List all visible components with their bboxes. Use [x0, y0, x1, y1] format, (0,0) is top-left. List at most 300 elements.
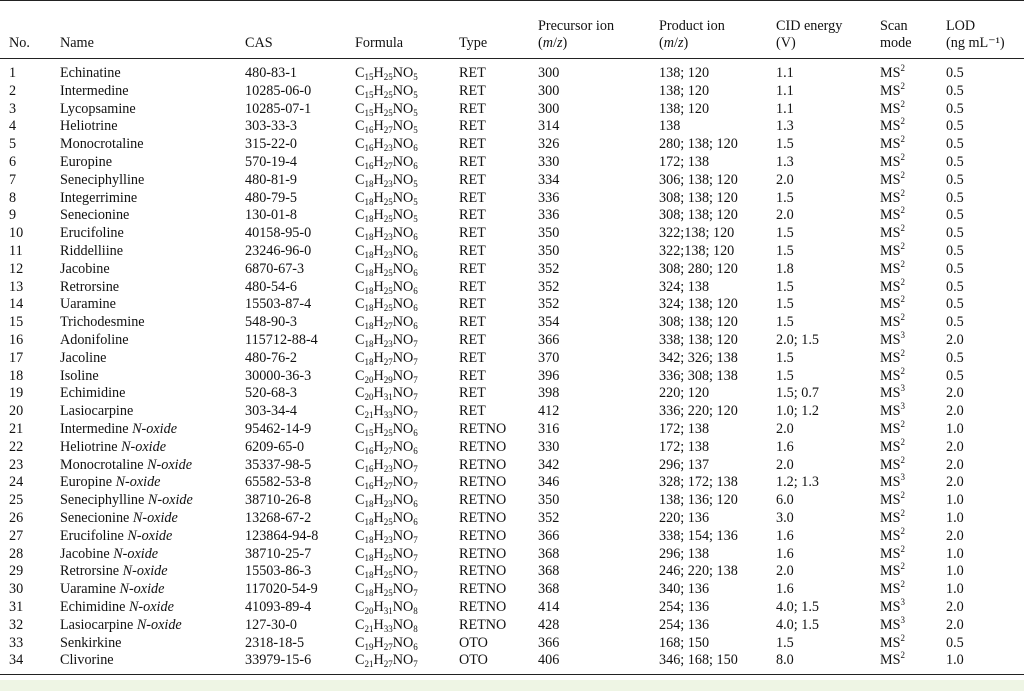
cell-name: Intermedine N-oxide — [60, 420, 178, 437]
cell-no: 22 — [9, 438, 24, 455]
cell-no: 14 — [9, 296, 24, 313]
cell-precursor: 396 — [538, 367, 560, 384]
cell-precursor: 350 — [538, 225, 560, 242]
cell-lod: 2.0 — [946, 438, 964, 455]
cell-name: Senecionine N-oxide — [60, 509, 178, 526]
cell-lod: 0.5 — [946, 296, 964, 313]
header-precursor-ion: Precursor ion (m/z) — [538, 1, 659, 59]
cell-name: Jacobine N-oxide — [60, 545, 159, 562]
cell-precursor: 428 — [538, 616, 560, 633]
cell-formula: $C_{16}H_{27}NO_6$ — [355, 153, 418, 171]
cell-cas: 480-76-2 — [245, 349, 298, 366]
cell-scan: $MS^2$ — [880, 507, 906, 526]
cell-scan: $MS^2$ — [880, 187, 906, 206]
cell-precursor: 352 — [538, 296, 560, 313]
cell-type: RETNO — [459, 616, 507, 633]
cell-scan: $MS^2$ — [880, 63, 906, 81]
cell-scan: $MS^2$ — [880, 98, 906, 117]
cell-cid: 1.5 — [776, 367, 794, 384]
cell-precursor: 354 — [538, 314, 560, 331]
table-row — [0, 652, 1024, 674]
cell-cas: 13268-67-2 — [245, 509, 312, 526]
cell-cas: 130-01-8 — [245, 207, 298, 224]
cell-cid: 1.3 — [776, 118, 794, 135]
cell-cas: 303-33-3 — [245, 118, 298, 135]
cell-type: RET — [459, 171, 486, 188]
cell-precursor: 326 — [538, 136, 560, 153]
cell-product: 308; 138; 120 — [659, 189, 738, 206]
cell-lod: 0.5 — [946, 189, 964, 206]
cell-no: 6 — [9, 153, 17, 170]
cell-lod: 0.5 — [946, 118, 964, 135]
cell-type: RETNO — [459, 545, 507, 562]
cell-precursor: 352 — [538, 278, 560, 295]
cell-scan: $MS^2$ — [880, 418, 906, 437]
cell-name: Trichodesmine — [60, 314, 145, 331]
cell-cas: 117020-54-9 — [245, 581, 318, 598]
cell-precursor: 414 — [538, 598, 560, 615]
cell-formula: $C_{18}H_{25}NO_6$ — [355, 260, 418, 278]
table-row — [0, 385, 1024, 403]
cell-name: Isoline — [60, 367, 99, 384]
table-row — [0, 421, 1024, 439]
cell-cas: 10285-06-0 — [245, 82, 312, 99]
cell-precursor: 368 — [538, 581, 560, 598]
cell-cas: 95462-14-9 — [245, 420, 312, 437]
cell-lod: 0.5 — [946, 82, 964, 99]
cell-no: 34 — [0, 652, 60, 674]
cell-name: Uaramine — [60, 296, 116, 313]
cell-cid: 1.5 — [776, 136, 794, 153]
cell-type: RET — [459, 82, 486, 99]
cell-type: RET — [459, 349, 486, 366]
cell-product: 138; 120 — [659, 65, 710, 81]
cell-product: 254; 136 — [659, 616, 710, 633]
cell-formula: $C_{20}H_{29}NO_7$ — [355, 367, 418, 385]
cell-scan: $MS^3$ — [880, 614, 906, 633]
cell-name: Jacoline — [60, 349, 107, 366]
cell-formula: $C_{20}H_{31}NO_7$ — [355, 385, 418, 403]
cell-precursor: 342 — [538, 456, 560, 473]
cell-lod: 2.0 — [946, 331, 964, 348]
table-row — [0, 635, 1024, 653]
header-formula: Formula — [355, 1, 459, 59]
cell-lod: 0.5 — [946, 367, 964, 384]
cell-precursor: 350 — [538, 492, 560, 509]
cell-cas: 570-19-4 — [245, 153, 298, 170]
cell-cid: 1.1 — [776, 82, 794, 99]
cell-lod: 0.5 — [946, 65, 964, 81]
cell-type: RET — [459, 100, 486, 117]
cell-product: 308; 138; 120 — [659, 207, 738, 224]
cell-no: 30 — [9, 581, 24, 598]
cell-product: 308; 280; 120 — [659, 260, 738, 277]
cell-precursor: 336 — [538, 189, 560, 206]
cell-formula: $C_{18}H_{23}NO_6$ — [355, 492, 418, 510]
cell-cid: 1.1 — [776, 65, 794, 81]
cell-product: 220; 120 — [659, 385, 710, 402]
cell-lod: 1.0 — [946, 563, 964, 580]
table-row — [0, 136, 1024, 154]
cell-product: 308; 138; 120 — [659, 314, 738, 331]
cell-no: 18 — [9, 367, 24, 384]
table-body — [0, 59, 1024, 675]
cell-type: RETNO — [459, 456, 507, 473]
cell-cas: 548-90-3 — [245, 314, 298, 331]
cell-precursor: 398 — [538, 385, 560, 402]
cell-cid: 1.6 — [776, 545, 794, 562]
cell-no: 20 — [9, 403, 24, 420]
cell-scan: $MS^3$ — [880, 329, 906, 348]
cell-type: RET — [459, 278, 486, 295]
cell-no: 11 — [9, 242, 23, 259]
cell-no: 33 — [9, 634, 24, 651]
header-no: No. — [0, 1, 60, 59]
table-row — [0, 261, 1024, 279]
cell-formula: $C_{16}H_{23}NO_7$ — [355, 456, 418, 474]
cell-product: 168; 150 — [659, 634, 710, 651]
cell-lod: 1.0 — [946, 509, 964, 526]
cell-formula: $C_{18}H_{23}NO_7$ — [355, 331, 418, 349]
cell-product: 138; 136; 120 — [659, 492, 738, 509]
cell-lod: 1.0 — [946, 492, 964, 509]
table-row — [0, 332, 1024, 350]
cell-formula: $C_{18}H_{25}NO_6$ — [355, 509, 418, 527]
cell-cid: 1.2; 1.3 — [776, 474, 819, 491]
header-name: Name — [60, 1, 245, 59]
cell-name: Monocrotaline N-oxide — [60, 456, 192, 473]
cell-name: Europine — [60, 153, 113, 170]
table-row — [0, 510, 1024, 528]
cell-name: Retrorsine N-oxide — [60, 563, 168, 580]
cell-formula: $C_{21}H_{33}NO_8$ — [355, 616, 418, 634]
cell-type: RETNO — [459, 474, 507, 491]
cell-name: Echinatine — [60, 65, 121, 81]
header-lod: LOD (ng mL⁻¹) — [946, 1, 1024, 59]
table-row — [0, 546, 1024, 564]
cell-formula: $C_{15}H_{25}NO_5$ — [355, 65, 418, 82]
cell-cas: 38710-25-7 — [245, 545, 312, 562]
cell-cid: 1.5 — [776, 278, 794, 295]
cell-no: 7 — [9, 171, 17, 188]
cell-precursor: 300 — [538, 82, 560, 99]
cell-no: 21 — [9, 420, 24, 437]
cell-product: 296; 137 — [659, 456, 710, 473]
cell-precursor: 368 — [538, 563, 560, 580]
cell-product: 306; 138; 120 — [659, 171, 738, 188]
cell-name: Integerrimine — [60, 189, 138, 206]
cell-cid: 1.5 — [776, 296, 794, 313]
cell-cid: 2.0 — [776, 456, 794, 473]
cell-lod: 2.0 — [946, 403, 964, 420]
cell-no: 32 — [9, 616, 24, 633]
cell-precursor: 352 — [538, 260, 560, 277]
cell-lod: 0.5 — [946, 278, 964, 295]
cell-scan: $MS^2$ — [880, 632, 906, 651]
cell-cid: 1.6 — [776, 581, 794, 598]
cell-type: RET — [459, 207, 486, 224]
cell-cid: 8.0 — [776, 652, 880, 674]
cell-name: Echimidine — [60, 385, 126, 402]
cell-lod: 1.0 — [946, 652, 1024, 674]
cell-type: RET — [459, 331, 486, 348]
cell-formula: $C_{15}H_{25}NO_5$ — [355, 100, 418, 118]
cell-lod: 2.0 — [946, 456, 964, 473]
cell-type: OTO — [459, 634, 488, 651]
cell-product: 322;138; 120 — [659, 242, 735, 259]
cell-type: RET — [459, 153, 486, 170]
cell-scan: $MS^2$ — [880, 525, 906, 544]
cell-formula: $C_{19}H_{27}NO_6$ — [355, 634, 418, 652]
cell-formula: $C_{16}H_{27}NO_5$ — [355, 118, 418, 136]
cell-scan: $MS^2$ — [880, 561, 906, 580]
cell-cid: 1.8 — [776, 260, 794, 277]
cell-no: 19 — [9, 385, 24, 402]
cell-product: 172; 138 — [659, 420, 710, 437]
cell-cid: 4.0; 1.5 — [776, 598, 819, 615]
cell-type: RETNO — [459, 438, 507, 455]
cell-scan: $MS^2$ — [880, 543, 906, 562]
table-row — [0, 492, 1024, 510]
cell-scan: $MS^2$ — [880, 205, 906, 224]
cell-type: RET — [459, 118, 486, 135]
table-row — [0, 279, 1024, 297]
cell-cas: 15503-86-3 — [245, 563, 312, 580]
cell-no: 27 — [9, 527, 24, 544]
cell-cas: 10285-07-1 — [245, 100, 312, 117]
cell-cas: 23246-96-0 — [245, 242, 312, 259]
cell-cas: 315-22-0 — [245, 136, 298, 153]
cell-precursor: 368 — [538, 545, 560, 562]
cell-lod: 2.0 — [946, 474, 964, 491]
cell-precursor: 346 — [538, 474, 560, 491]
table-row — [0, 172, 1024, 190]
cell-name: Retrorsine — [60, 278, 120, 295]
cell-name: Senecionine — [60, 207, 130, 224]
cell-name: Echimidine N-oxide — [60, 598, 174, 615]
table-row — [0, 581, 1024, 599]
cell-cas: 123864-94-8 — [245, 527, 319, 544]
table-row — [0, 457, 1024, 475]
cell-cas: 15503-87-4 — [245, 296, 312, 313]
cell-lod: 0.5 — [946, 314, 964, 331]
cell-formula: $C_{18}H_{27}NO_6$ — [355, 314, 418, 332]
cell-no: 26 — [9, 509, 24, 526]
cell-lod: 0.5 — [946, 171, 964, 188]
cell-name: Seneciphylline N-oxide — [60, 492, 193, 509]
cell-no: 15 — [9, 314, 24, 331]
cell-lod: 0.5 — [946, 634, 964, 651]
cell-type: RETNO — [459, 492, 507, 509]
cell-type: RET — [459, 314, 486, 331]
cell-product: 138 — [659, 118, 681, 135]
cell-precursor: 314 — [538, 118, 560, 135]
cell-precursor: 406 — [538, 652, 659, 674]
cell-formula: $C_{18}H_{23}NO_6$ — [355, 225, 418, 243]
cell-product: 338; 138; 120 — [659, 331, 738, 348]
cell-type: RETNO — [459, 420, 507, 437]
table-row — [0, 617, 1024, 635]
cell-name: Seneciphylline — [60, 171, 145, 188]
cell-product: 324; 138 — [659, 278, 710, 295]
cell-scan: $MS^2$ — [880, 223, 906, 242]
cell-lod: 2.0 — [946, 598, 964, 615]
cell-type: RET — [459, 385, 486, 402]
cell-cid: 2.0 — [776, 563, 794, 580]
cell-formula: $C_{18}H_{25}NO_6$ — [355, 296, 418, 314]
cell-cid: 1.1 — [776, 100, 794, 117]
cell-lod: 1.0 — [946, 545, 964, 562]
cell-no: 1 — [9, 65, 17, 81]
cell-no: 29 — [9, 563, 24, 580]
cell-precursor: 316 — [538, 420, 560, 437]
cell-lod: 1.0 — [946, 581, 964, 598]
table-row — [0, 403, 1024, 421]
cell-product: 340; 136 — [659, 581, 710, 598]
table-row — [0, 314, 1024, 332]
cell-cas: 6209-65-0 — [245, 438, 305, 455]
cell-lod: 0.5 — [946, 100, 964, 117]
cell-scan: $MS^2$ — [880, 169, 906, 188]
cell-cid: 1.3 — [776, 153, 794, 170]
cell-cid: 2.0 — [776, 420, 794, 437]
cell-formula: $C_{18}H_{25}NO_5$ — [355, 207, 418, 225]
table-row — [0, 439, 1024, 457]
cell-lod: 0.5 — [946, 207, 964, 224]
cell-type: RETNO — [459, 509, 507, 526]
cell-formula: $C_{18}H_{25}NO_6$ — [355, 278, 418, 296]
cell-cas: 520-68-3 — [245, 385, 298, 402]
cell-product: 342; 326; 138 — [659, 349, 738, 366]
cell-no: 28 — [9, 545, 24, 562]
cell-scan: $MS^3$ — [880, 401, 906, 420]
cell-cid: 1.5 — [776, 634, 794, 651]
cell-name: Heliotrine — [60, 118, 118, 135]
cell-type: RET — [459, 65, 486, 81]
cell-formula: $C_{21}H_{33}NO_7$ — [355, 403, 418, 421]
cell-cas: 115712-88-4 — [245, 331, 318, 348]
table-row — [0, 368, 1024, 386]
cell-cid: 1.5 — [776, 349, 794, 366]
header-product-ion: Product ion (m/z) — [659, 1, 776, 59]
cell-type: RETNO — [459, 598, 507, 615]
cell-cid: 1.6 — [776, 438, 794, 455]
cell-formula: $C_{18}H_{25}NO_7$ — [355, 545, 418, 563]
cell-scan: $MS^2$ — [880, 436, 906, 455]
cell-scan: $MS^2$ — [880, 454, 906, 473]
cell-type: RET — [459, 225, 486, 242]
cell-cas: 38710-26-8 — [245, 492, 312, 509]
cell-lod: 0.5 — [946, 153, 964, 170]
cell-name: Uaramine N-oxide — [60, 581, 165, 598]
cell-formula: $C_{16}H_{27}NO_6$ — [355, 438, 418, 456]
cell-name: Erucifoline N-oxide — [60, 527, 173, 544]
cell-name: Lasiocarpine N-oxide — [60, 616, 182, 633]
cell-no: 24 — [9, 474, 24, 491]
cell-no: 17 — [9, 349, 24, 366]
cell-cas: 480-81-9 — [245, 171, 298, 188]
cell-product: 172; 138 — [659, 153, 710, 170]
cell-lod: 2.0 — [946, 616, 964, 633]
cell-product: 172; 138 — [659, 438, 710, 455]
cell-lod: 2.0 — [946, 527, 964, 544]
cell-type: RET — [459, 403, 486, 420]
cell-formula: $C_{16}H_{23}NO_6$ — [355, 136, 418, 154]
cell-scan: $MS^3$ — [880, 472, 906, 491]
cell-cas: 30000-36-3 — [245, 367, 312, 384]
cell-lod: 0.5 — [946, 136, 964, 153]
table-row — [0, 59, 1024, 83]
cell-product: 246; 220; 138 — [659, 563, 738, 580]
cell-cid: 1.5 — [776, 225, 794, 242]
table-row — [0, 118, 1024, 136]
cell-lod: 1.0 — [946, 420, 964, 437]
cell-formula: $C_{18}H_{25}NO_7$ — [355, 581, 418, 599]
cell-scan: $MS^2$ — [880, 312, 906, 331]
cell-precursor: 330 — [538, 438, 560, 455]
cell-type: RET — [459, 136, 486, 153]
cell-type: RETNO — [459, 581, 507, 598]
cell-product: 296; 138 — [659, 545, 710, 562]
cell-no: 31 — [9, 598, 24, 615]
cell-formula: $C_{18}H_{23}NO_6$ — [355, 242, 418, 260]
cell-type: RET — [459, 260, 486, 277]
cell-scan: $MS^2$ — [880, 490, 906, 509]
cell-name: Erucifoline — [60, 225, 124, 242]
cell-no: 4 — [9, 118, 17, 135]
cell-cid: 2.0 — [776, 207, 794, 224]
cell-type: RET — [459, 242, 486, 259]
cell-cas: 41093-89-4 — [245, 598, 312, 615]
cell-product: 322;138; 120 — [659, 225, 735, 242]
cell-name: Jacobine — [60, 260, 110, 277]
cell-cas: 40158-95-0 — [245, 225, 312, 242]
cell-no: 3 — [9, 100, 17, 117]
cell-scan: $MS^2$ — [880, 652, 946, 674]
header-scan-mode: Scan mode — [880, 1, 946, 59]
footer-strip — [0, 680, 1024, 691]
cell-lod: 0.5 — [946, 260, 964, 277]
cell-scan: $MS^2$ — [880, 258, 906, 277]
cell-cas: 6870-67-3 — [245, 260, 305, 277]
cell-no: 8 — [9, 189, 17, 206]
cell-formula: $C_{21}H_{27}NO_7$ — [355, 652, 459, 674]
cell-name: Adonifoline — [60, 331, 129, 348]
cell-product: 336; 220; 120 — [659, 403, 738, 420]
cell-scan: $MS^2$ — [880, 347, 906, 366]
cell-cas: 303-34-4 — [245, 403, 298, 420]
cell-lod: 0.5 — [946, 225, 964, 242]
cell-cid: 1.5 — [776, 314, 794, 331]
cell-product: 338; 154; 136 — [659, 527, 738, 544]
table-header — [0, 1, 1024, 59]
cell-name: Monocrotaline — [60, 136, 144, 153]
cell-precursor: 370 — [538, 349, 560, 366]
cell-lod: 0.5 — [946, 242, 964, 259]
cell-cas: 35337-98-5 — [245, 456, 312, 473]
cell-type: RET — [459, 189, 486, 206]
cell-formula: $C_{18}H_{27}NO_7$ — [355, 349, 418, 367]
cell-product: 280; 138; 120 — [659, 136, 738, 153]
cell-lod: 2.0 — [946, 385, 964, 402]
cell-cid: 1.5; 0.7 — [776, 385, 819, 402]
cell-name: Senkirkine — [60, 634, 122, 651]
table-row — [0, 225, 1024, 243]
cell-name: Lycopsamine — [60, 100, 136, 117]
cell-formula: $C_{18}H_{23}NO_7$ — [355, 527, 418, 545]
cell-formula: $C_{15}H_{25}NO_5$ — [355, 82, 418, 100]
cell-precursor: 300 — [538, 65, 560, 81]
